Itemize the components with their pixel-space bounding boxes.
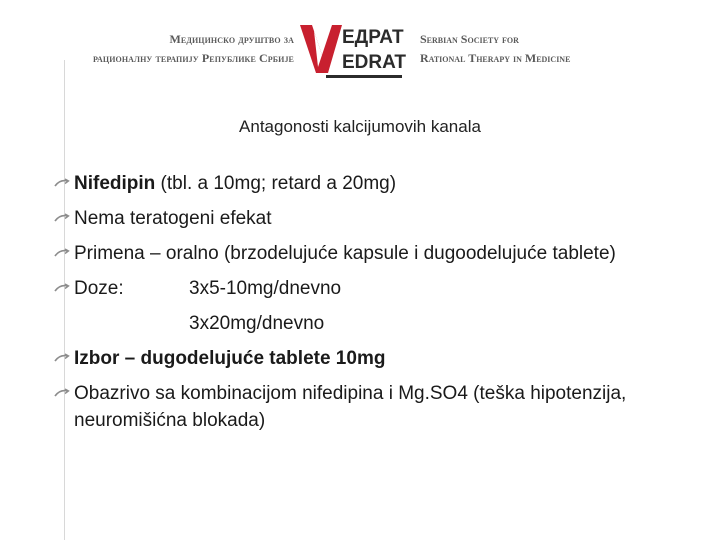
list-item — [52, 166, 702, 201]
dose-label: Doze: — [74, 278, 124, 299]
slide-header — [0, 0, 720, 90]
list-item — [52, 271, 702, 341]
organization-name-english — [420, 30, 620, 68]
bullet-arrow-icon — [52, 271, 72, 306]
list-item — [52, 201, 702, 236]
slide-title: Antagonosti kalcijumovih kanala — [239, 117, 481, 136]
list-item — [52, 376, 702, 438]
bullet-list — [52, 166, 702, 438]
list-item — [52, 341, 702, 376]
bullet-arrow-icon — [52, 376, 72, 411]
dose-value-2: 3x20mg/dnevno — [189, 313, 325, 334]
bullet-text: Nema teratogeni efekat — [74, 208, 272, 229]
bullet-text: Obazrivo sa kombinacijom nifedipina i Mg.SO4 (teška hipotenzija, neuromišićna blokada) — [74, 383, 627, 431]
bullet-text: Primena – oralno (brzodelujuće kapsule i dugoodelujuće tablete) — [74, 243, 616, 264]
dose-value-1: 3x5-10mg/dnevno — [189, 278, 342, 299]
bullet-arrow-icon — [52, 341, 72, 376]
bullet-arrow-icon — [52, 166, 72, 201]
bullet-arrow-icon — [52, 201, 72, 236]
org-right-line-1: Serbian Society for — [420, 32, 519, 46]
org-left-line-1: Медицинско друштво за — [169, 32, 294, 46]
bullet-arrow-icon — [52, 236, 72, 271]
logo-text-bottom: EDRAT — [342, 52, 407, 73]
org-right-line-2: Rational Therapy in Medicine — [420, 51, 571, 65]
medrat-logo — [298, 17, 408, 81]
dose-row — [74, 271, 702, 306]
organization-name-cyrillic — [74, 30, 294, 68]
org-left-line-2: рационалну терапију Републике Србије — [93, 51, 294, 65]
drug-name: Nifedipin — [74, 173, 156, 194]
logo-text-top: ЕДРАТ — [342, 27, 404, 48]
list-item — [52, 236, 702, 271]
drug-dosage: (tbl. a 10mg; retard a 20mg) — [155, 173, 397, 194]
dose-row-continued — [74, 306, 702, 341]
bullet-text: Izbor – dugodelujuće tablete 10mg — [74, 348, 386, 369]
